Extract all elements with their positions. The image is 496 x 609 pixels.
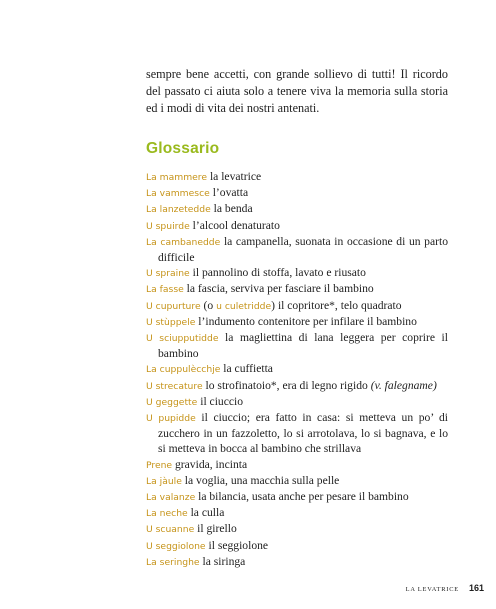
glossary-definition: lo strofinatoio*, era di legno rigido	[205, 378, 368, 392]
glossary-definition: il girello	[197, 522, 237, 536]
glossary-definition: la bilancia, usata anche per pesare il bambino	[198, 490, 409, 504]
glossary-term: La valanze	[146, 492, 196, 504]
glossary-entry	[146, 265, 448, 281]
glossary-definition: il seggiolone	[208, 538, 269, 552]
glossary-term: U stùppele	[146, 316, 196, 328]
glossary-definition: gravida, incinta	[175, 457, 248, 471]
cross-reference-note: (v. falegname)	[370, 378, 437, 392]
glossary-term: La fasse	[146, 284, 184, 296]
glossary-entry	[146, 330, 448, 361]
glossary-entry	[146, 410, 448, 457]
glossary-list	[146, 169, 448, 570]
glossary-term: U spuirde	[146, 220, 190, 232]
glossary-definition: la magliettina di lana leggera per coprire il bambino	[158, 331, 448, 361]
glossary-entry	[146, 473, 448, 489]
glossary-entry	[146, 185, 448, 201]
glossary-term: La seringhe	[146, 556, 200, 568]
glossary-entry	[146, 201, 448, 217]
glossary-definition: la siringa	[202, 554, 246, 568]
glossary-term: La neche	[146, 508, 188, 520]
glossary-entry	[146, 218, 448, 234]
alt-term-paren-open: (o	[203, 298, 217, 312]
glossary-term: U pupidde	[146, 413, 196, 425]
glossary-entry	[146, 394, 448, 410]
intro-paragraph	[146, 66, 448, 117]
page-number: 161	[468, 583, 484, 593]
glossary-entry	[146, 169, 448, 185]
glossary-definition: il ciuccio; era fatto in casa: si metteva un po’ di zucchero in un fazzoletto, lo si arrotolava, lo si bagnava, e lo si metteva in bocca al bambino che strillava	[158, 411, 448, 456]
running-title: LA LEVATRICE	[405, 586, 459, 593]
glossary-entry	[146, 538, 448, 554]
glossary-term: U strecature	[146, 380, 203, 392]
glossary-definition: l’alcool denaturato	[192, 218, 280, 232]
glossary-definition: il pannolino di stoffa, lavato e riusato	[192, 266, 366, 280]
glossary-entry	[146, 505, 448, 521]
glossary-entry	[146, 489, 448, 505]
glossary-definition: la voglia, una macchia sulla pelle	[184, 473, 340, 487]
glossary-definition: il ciuccio	[200, 394, 244, 408]
glossary-term: La cambanedde	[146, 236, 221, 248]
glossary-term: U seggiolone	[146, 540, 206, 552]
glossary-entry	[146, 457, 448, 473]
glossary-definition: la benda	[213, 202, 253, 216]
glossary-definition: l’ovatta	[212, 186, 249, 200]
glossary-definition: la campanella, suonata in occasione di un parto difficile	[158, 234, 448, 265]
glossary-term: U spraine	[146, 268, 190, 280]
glossary-term: La mammere	[146, 172, 208, 183]
glossary-entry	[146, 361, 448, 377]
glossary-term: U scuanne	[146, 524, 195, 536]
glossary-term: La jàule	[146, 475, 182, 487]
glossary-definition: l’indumento contenitore per infilare il bambino	[198, 314, 417, 328]
glossary-entry	[146, 554, 448, 570]
glossary-term: U geggette	[146, 396, 198, 408]
glossary-term: U sciupputidde	[146, 333, 219, 345]
glossary-entry	[146, 521, 448, 537]
glossary-entry	[146, 234, 448, 265]
glossary-definition: la cuffietta	[223, 362, 273, 376]
glossary-term: La vammesce	[146, 188, 210, 200]
glossary-definition: il copritore*, telo quadrato	[277, 298, 402, 312]
glossary-term: La cuppulècchje	[146, 364, 221, 376]
glossary-term: U cupurture	[146, 300, 201, 312]
section-heading: Glossario	[146, 140, 220, 157]
glossary-alt-term: u culetridde	[216, 300, 272, 312]
glossary-entry	[146, 314, 448, 330]
page-footer	[406, 583, 484, 593]
glossary-definition: la fascia, serviva per fasciare il bambino	[186, 282, 374, 296]
glossary-definition: la levatrice	[209, 170, 262, 183]
glossary-term: La lanzetedde	[146, 204, 211, 216]
glossary-definition: la culla	[190, 506, 225, 520]
glossary-term: Prene	[146, 459, 173, 471]
glossary-entry	[146, 378, 448, 394]
glossary-entry	[146, 298, 448, 314]
intro-text: sempre bene accetti, con grande sollievo di tutti! Il ricordo del passato ci aiuta solo a tenere viva la memoria sulla storia ed i modi di vita dei nostri antenati.	[146, 67, 448, 115]
glossary-entry	[146, 281, 448, 297]
alt-term-paren-close: )	[271, 298, 276, 312]
